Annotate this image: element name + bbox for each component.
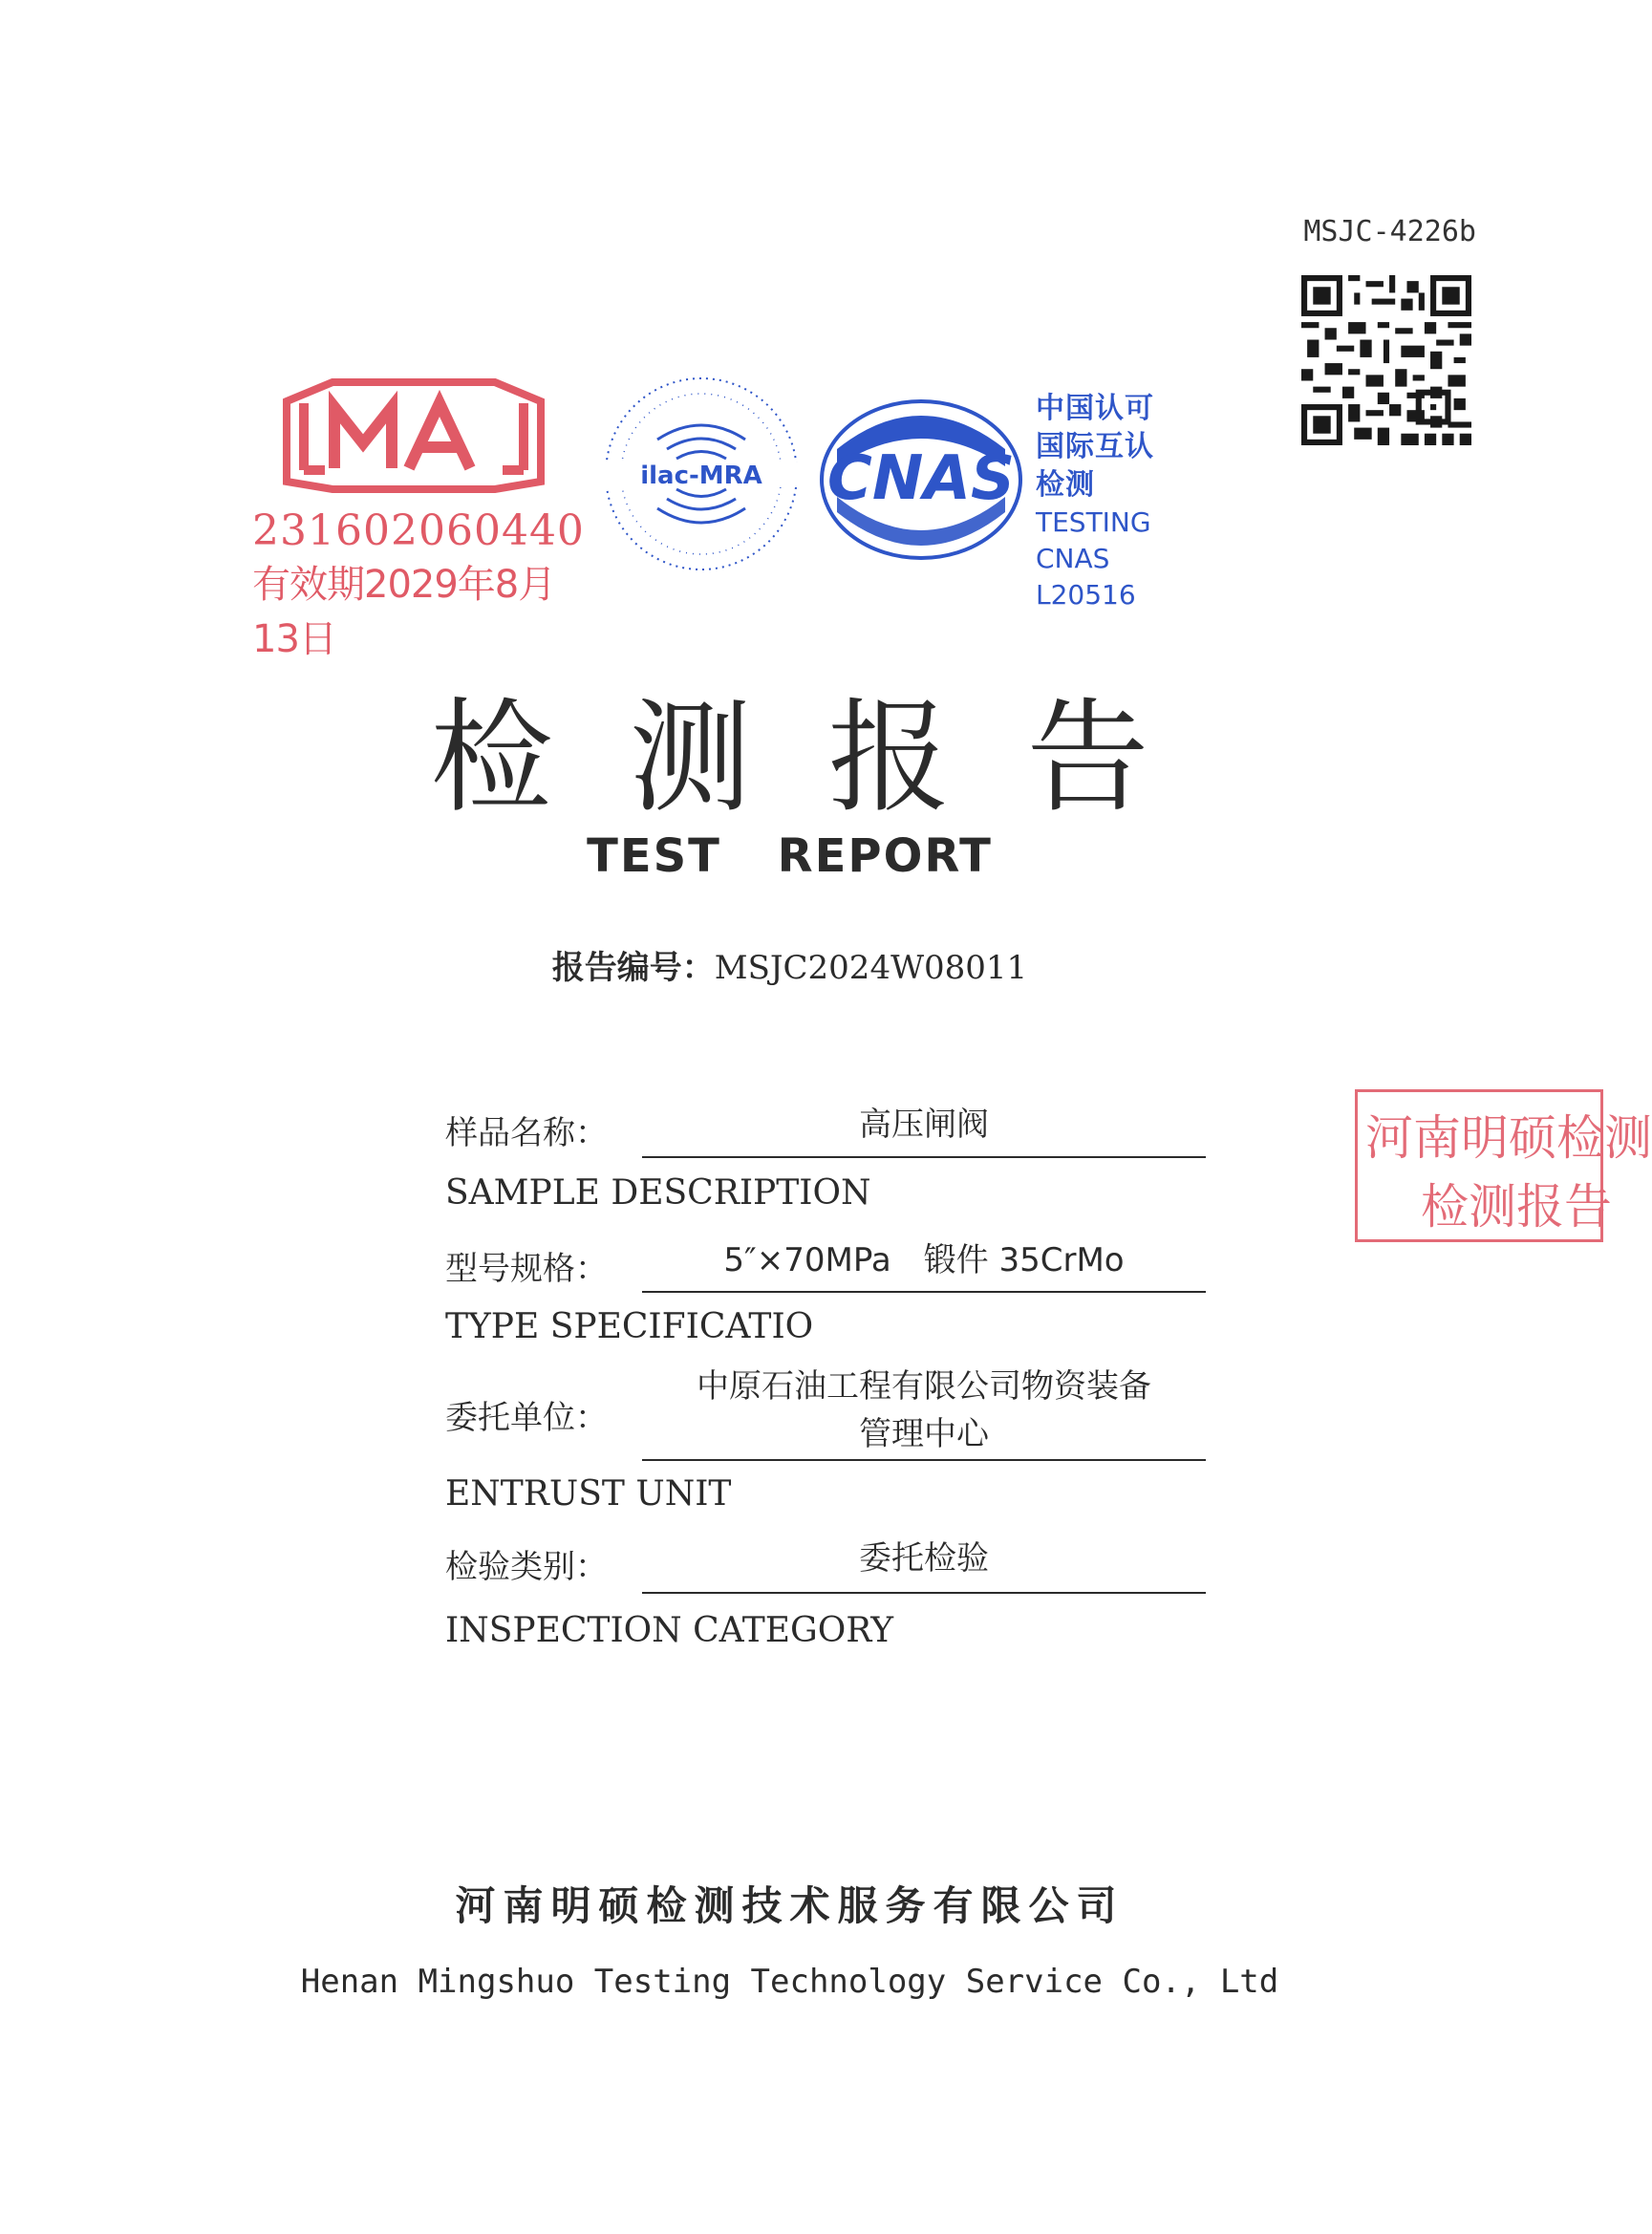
entrust-label: 委托单位： — [445, 1399, 608, 1437]
type-underline — [642, 1291, 1206, 1293]
company-name-en: Henan Mingshuo Testing Technology Service Co., Ltd — [300, 1963, 1279, 2001]
sample-label: 样品名称： — [445, 1114, 608, 1152]
cnas-line2: 国际互认 — [1036, 430, 1154, 463]
category-en-label: INSPECTION CATEGORY — [445, 1611, 894, 1650]
report-number — [0, 941, 1579, 988]
entrust-en-label: ENTRUST UNIT — [445, 1474, 732, 1514]
page-title-cn: 检测报告 — [430, 687, 1226, 829]
cnas-line4: TESTING — [1036, 506, 1151, 538]
report-number-label: 报告编号： — [551, 949, 715, 987]
page-title-en: TEST REPORT — [587, 829, 993, 883]
side-stamp — [1355, 1089, 1652, 1242]
company-name-cn: 河南明硕检测技术服务有限公司 — [455, 1882, 1125, 1929]
cnas-caption — [1036, 390, 1189, 613]
cma-mark-icon — [275, 375, 552, 499]
side-stamp-line2: 检测报告 — [1421, 1179, 1612, 1235]
cnas-mark-text: CNAS — [826, 443, 1016, 514]
cnas-logo-icon — [808, 392, 1038, 564]
category-value: 委托检验 — [859, 1539, 989, 1578]
entrust-value-line1: 中原石油工程有限公司物资装备 — [697, 1367, 1151, 1406]
ilac-mra-icon — [600, 373, 803, 575]
cnas-line5: CNAS L20516 — [1036, 543, 1136, 611]
entrust-value-line2: 管理中心 — [859, 1415, 989, 1453]
type-en-label: TYPE SPECIFICATIO — [445, 1307, 814, 1346]
cnas-line3: 检测 — [1036, 468, 1095, 502]
report-number-value: MSJC2024W08011 — [714, 949, 1028, 987]
entrust-underline — [642, 1459, 1206, 1461]
category-label: 检验类别： — [445, 1548, 608, 1586]
sample-en-label: SAMPLE DESCRIPTION — [445, 1173, 871, 1213]
side-stamp-line1: 河南明硕检测 — [1365, 1110, 1652, 1166]
sample-underline — [642, 1156, 1206, 1158]
type-value: 5″×70MPa 锻件 35CrMo — [723, 1241, 1125, 1279]
type-label: 型号规格： — [445, 1250, 608, 1288]
cma-number: 231602060440 — [252, 506, 585, 555]
category-underline — [642, 1592, 1206, 1594]
ilac-mra-text: ilac-MRA — [640, 462, 762, 490]
sample-value: 高压闸阀 — [859, 1106, 989, 1144]
cma-seal — [252, 375, 585, 661]
cnas-line1: 中国认可 — [1036, 392, 1154, 425]
document-code: MSJC-4226b — [1303, 215, 1476, 248]
cma-validity: 有效期2029年8月13日 — [252, 563, 556, 661]
qr-code-icon[interactable] — [1301, 275, 1471, 445]
